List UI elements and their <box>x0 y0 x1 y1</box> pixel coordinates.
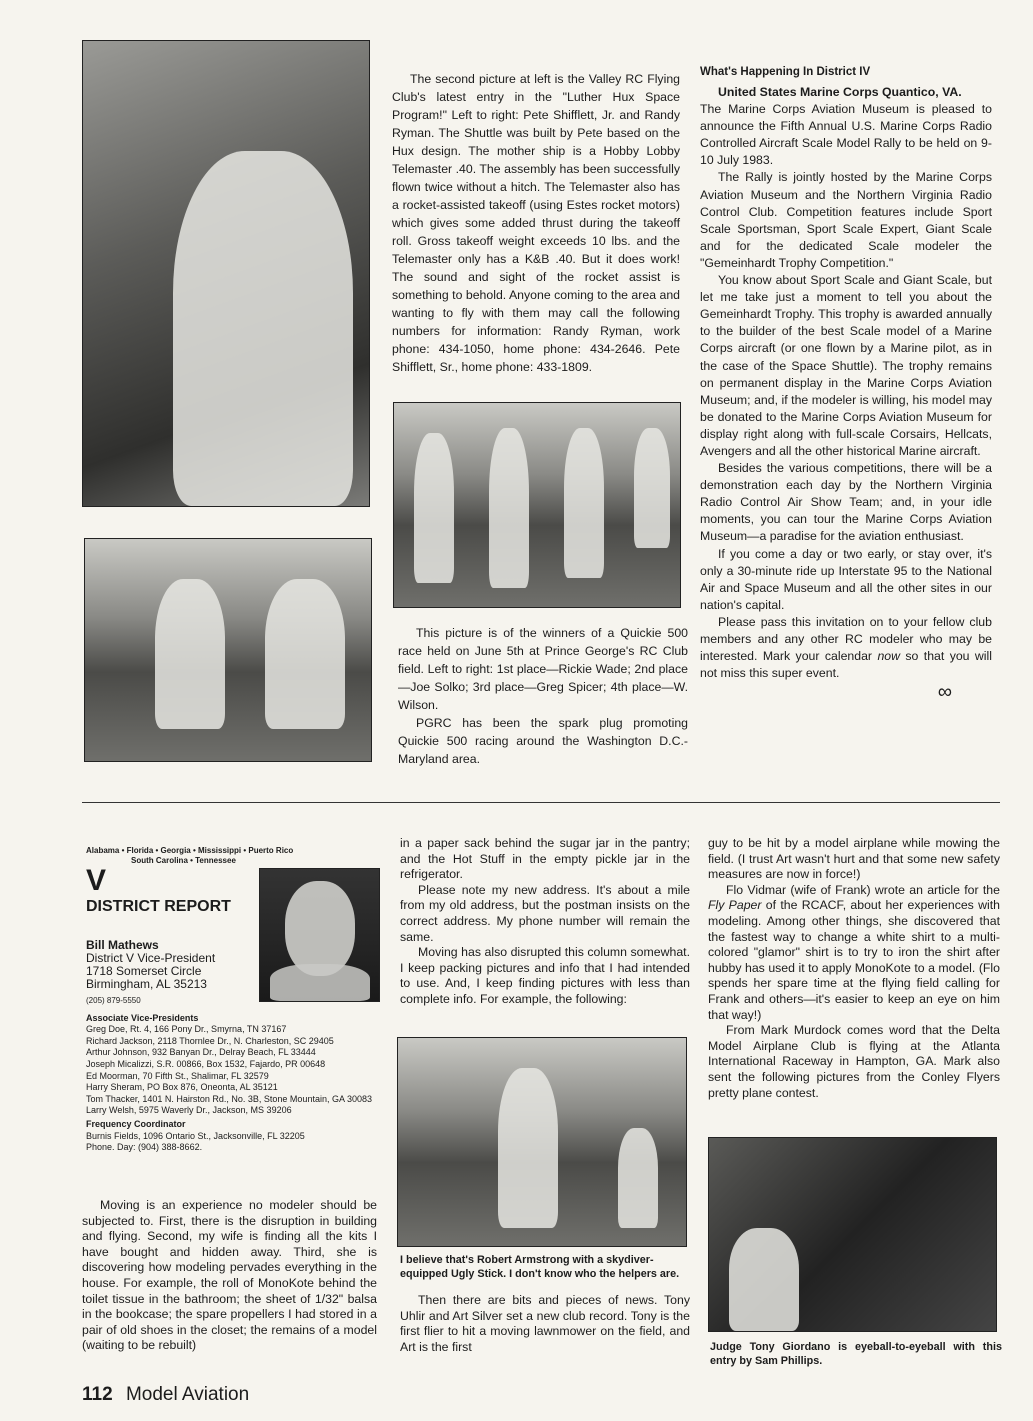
paragraph: The Marine Corps Aviation Museum is pleased to announce the Fifth Annual U.S. Marine Corps Radio Controlled Aircraft Scale Model Rally to be held on 9-10 July 1983. <box>700 102 992 168</box>
end-mark-icon: ∞ <box>937 681 952 704</box>
district-title: DISTRICT REPORT <box>86 898 231 915</box>
photo-quickie-500-winners <box>393 402 681 608</box>
vp-name: Bill Mathews <box>86 938 159 952</box>
bottom-middle-column-top <box>400 836 690 1008</box>
associate: Greg Doe, Rt. 4, 166 Pony Dr., Smyrna, TN 37167 <box>86 1024 287 1035</box>
paragraph <box>700 614 992 682</box>
associates-heading: Associate Vice-Presidents <box>86 1012 199 1023</box>
paragraph: The second picture at left is the Valley RC Flying Club's latest entry in the "Luther Hux Space Program!" Left to right: Pete Shifflett, Jr. and Randy Ryman. The Shuttle was built by Pete based on the Hux design. The mother ship is a Hobby Lobby Telemaster .40. The assembly has been successfully flown twice without a hitch. The Telemaster also has a rocket-assisted takeoff (using Estes rocket motors) which gives some added thrust during the takeoff roll. Gross takeoff weight exceeds 10 lbs. and the Telemaster only has a K&B .40. But it does work! The sound and sight of the rocket assist is something to behold. Anyone coming to the area and wanting to fly with them may call the following numbers for information: Randy Ryman, work phone: 434-1050, home phone: 434-2646. Pete Shifflett, Sr., home phone: 433-1809. <box>392 72 680 374</box>
frequency-heading: Frequency Coordinator <box>86 1118 186 1129</box>
states-line: South Carolina • Tennessee <box>131 856 236 865</box>
middle-column-bottom <box>398 624 688 768</box>
associate: Harry Sheram, PO Box 876, Oneonta, AL 35121 <box>86 1082 278 1093</box>
associate: Joseph Micalizzi, S.R. 00866, Box 1532, Fajardo, PR 00648 <box>86 1058 326 1069</box>
associate: Ed Moorman, 70 Fifth St., Shalimar, FL 32579 <box>86 1070 269 1081</box>
frequency-coordinator: Burnis Fields, 1096 Ontario St., Jacksonville, FL 32205 <box>86 1130 305 1141</box>
paragraph: If you come a day or two early, or stay over, it's only a 30-minute ride up Interstate 95 to the National Air and Space Museum and all the other sites in our nation's capital. <box>700 546 992 612</box>
bottom-right-column <box>708 836 1000 1101</box>
text: Please pass this invitation on to your fellow club members and any other RC modeler who may be interested. Mark your calendar <box>700 614 992 664</box>
photo-ugly-stick <box>397 1037 687 1247</box>
page-number: 112 <box>82 1384 113 1405</box>
paragraph: Besides the various competitions, there will be a demonstration each day by the Northern Virginia Radio Control Air Show Team; and, in your idle moments, you can tour the Marine Corps Aviation Museum—a paradise for the aviation enthusiast. <box>700 461 992 544</box>
photo-man-with-hat <box>82 40 370 507</box>
vp-role: District V Vice-President <box>86 951 216 965</box>
vp-address: Birmingham, AL 35213 <box>86 977 207 991</box>
text: of the RCACF, about her experiences with modeling. Among other things, she discovered that the fastest way to change a white shirt to a multi-colored "glamor" shirt is to try to iron the shirt after hubby has used it to apply MonoKote to a model. (Flo spends her spare time at the flying field calling for Frank and others—it's easier to keep an eye on him that way!) <box>708 898 1000 1022</box>
frequency-phone: Phone. Day: (904) 388-8662. <box>86 1142 203 1153</box>
photo-judge-tony-giordano <box>708 1137 997 1332</box>
paragraph <box>708 883 1000 1023</box>
vp-address: 1718 Somerset Circle <box>86 964 202 978</box>
associate: Larry Welsh, 5975 Waverly Dr., Jackson, MS 39206 <box>86 1105 292 1116</box>
district-numeral: V <box>86 864 107 897</box>
states-line: Alabama • Florida • Georgia • Mississippi • Puerto Rico <box>86 846 294 855</box>
associate: Arthur Johnson, 932 Banyan Dr., Delray Beach, FL 33444 <box>86 1047 316 1058</box>
paragraph: PGRC has been the spark plug promoting Quickie 500 racing around the Washington D.C.-Maryland area. <box>398 716 688 766</box>
photo-caption: I believe that's Robert Armstrong with a skydiver-equipped Ugly Stick. I don't know who the helpers are. <box>400 1254 680 1280</box>
section-heading: What's Happening In District IV <box>700 66 871 78</box>
subheading: United States Marine Corps Quantico, VA. <box>718 85 962 99</box>
text-emphasis: now <box>877 649 900 664</box>
right-column-top <box>700 66 992 702</box>
bottom-right-caption <box>710 1340 1002 1368</box>
portrait-bill-mathews <box>259 868 380 1002</box>
text: so that you will not miss this super event. <box>700 649 992 681</box>
paragraph: Please note my new address. It's about a mile from my old address, but the postman insists on the correct address. My phone number will remain the same. <box>400 882 690 944</box>
middle-column-top <box>392 70 680 376</box>
vp-phone: (205) 879-5550 <box>86 996 141 1005</box>
photo-caption: Judge Tony Giordano is eyeball-to-eyeball with this entry by Sam Phillips. <box>710 1341 1002 1367</box>
associate: Richard Jackson, 2118 Thornlee Dr., N. Charleston, SC 29405 <box>86 1035 334 1046</box>
magazine-title: Model Aviation <box>125 1384 250 1405</box>
page-footer <box>82 1384 249 1406</box>
paragraph: You know about Sport Scale and Giant Scale, but let me take just a moment to tell you about the Gemeinhardt Trophy. This trophy is awarded annually to the builder of the best Scale model of a Marine Corps aircraft (or one flown by a Marine pilot, as in the case of the Space Shuttle). The trophy remains on permanent display in the Marine Corps Aviation Museum; and, if the modeler is willing, his model may be donated to the Marine Corps Aviation Museum for display right along with full-scale Corsairs, Hellcats, Avengers and all the other historical Marine aircraft. <box>700 273 992 458</box>
paragraph: The Rally is jointly hosted by the Marine Corps Aviation Museum and the Northern Virginia Radio Control Club. Competition features include Sport Scale Sportsman, Sport Scale Expert, Giant Scale and for the dedicated Scale modeler the "Gemeinhardt Trophy Competition." <box>700 170 992 270</box>
paragraph: in a paper sack behind the sugar jar in the pantry; and the Hot Stuff in the empty pickle jar in the refrigerator. <box>400 836 690 882</box>
photo-shuttle-model <box>84 538 372 762</box>
section-divider <box>82 802 1000 803</box>
associates-list <box>86 1024 376 1117</box>
bottom-middle-column-bottom <box>400 1253 690 1355</box>
paragraph: Then there are bits and pieces of news. Tony Uhlir and Art Silver set a new club record. Tony is the first flier to hit a moving lawnmower on the field, and Art is the first <box>400 1293 690 1354</box>
paragraph: This picture is of the winners of a Quickie 500 race held on June 5th at Prince George's RC Club field. Left to right: 1st place—Rickie Wade; 2nd place—Joe Solko; 3rd place—Greg Spicer; 4th place—W. Wilson. <box>398 626 688 712</box>
paragraph: Moving has also disrupted this column somewhat. I keep packing pictures and info that I had intended to use. And, I keep finding pictures with less than complete info. For example, the following: <box>400 945 690 1006</box>
associate: Tom Thacker, 1401 N. Hairston Rd., No. 3B, Stone Mountain, GA 30083 <box>86 1093 372 1104</box>
text-emphasis: Fly Paper <box>708 898 762 913</box>
paragraph: From Mark Murdock comes word that the Delta Model Airplane Club is flying at the Atlanta International Raceway in Hampton, GA. Mark also sent the following pictures from the Conley Flyers pretty plane contest. <box>708 1023 1000 1100</box>
bottom-left-column <box>82 1198 377 1354</box>
text: Flo Vidmar (wife of Frank) wrote an article for the <box>726 882 1000 897</box>
paragraph: guy to be hit by a model airplane while mowing the field. (I trust Art wasn't hurt and that some new safety measures are now in force!) <box>708 836 1000 882</box>
paragraph: Moving is an experience no modeler should be subjected to. First, there is the disruption in building and flying. Second, my wife is finding all the kits I have bought and hidden away. Third, she is discovering how modeling pervades everything in the house. For example, the roll of MonoKote behind the toilet tissue in the bathroom; the sheet of 1/32" balsa in the bookcase; the spare propellers I had stored in a pair of old shoes in the closet; the remains of a model (waiting to be rebuilt) <box>82 1198 377 1353</box>
